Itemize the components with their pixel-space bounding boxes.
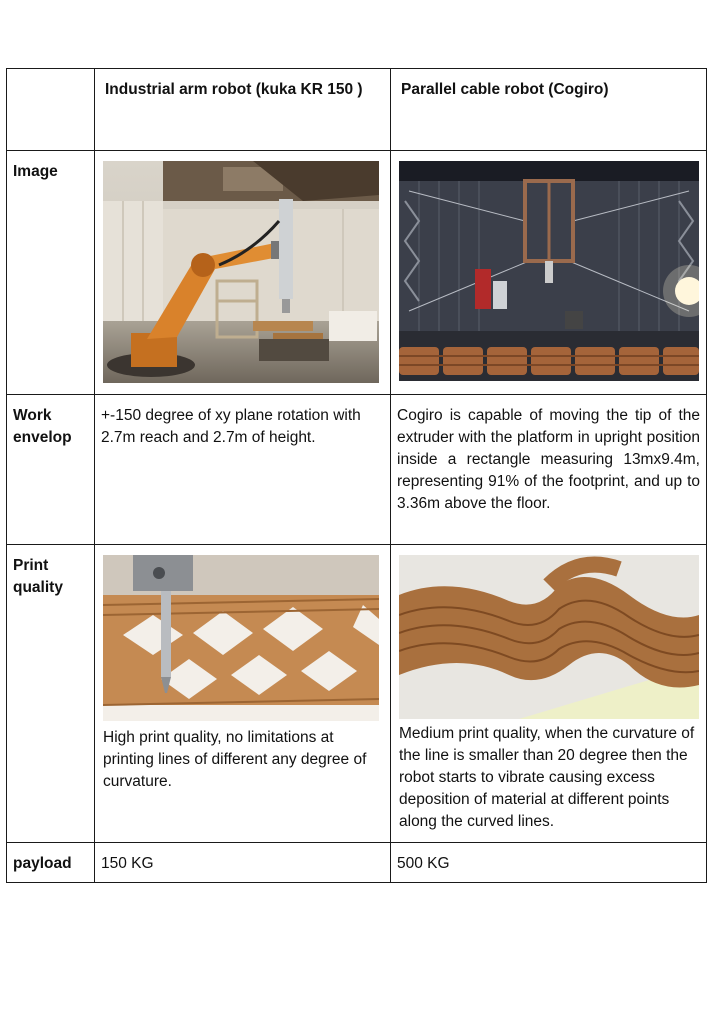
kuka-print-photo xyxy=(103,555,379,721)
cogiro-print-photo xyxy=(399,555,699,719)
header-row xyxy=(7,69,707,151)
header-kuka: Industrial arm robot (kuka KR 150 ) xyxy=(95,69,391,151)
work-envelop-row xyxy=(7,395,707,545)
cogiro-work-envelop: Cogiro is capable of moving the tip of the extruder with the platform in upright position inside a rectangle measuring 13mx9.4m, representing 91% of the footprint, and up to 3.36m above the floor. xyxy=(391,395,707,545)
kuka-work-envelop: +-150 degree of xy plane rotation with 2.7m reach and 2.7m of height. xyxy=(95,395,391,545)
cogiro-image-cell xyxy=(391,151,707,395)
header-cogiro: Parallel cable robot (Cogiro) xyxy=(391,69,707,151)
cogiro-print-quality-cell xyxy=(391,545,707,843)
image-row xyxy=(7,151,707,395)
row-label-payload: payload xyxy=(7,843,95,883)
kuka-print-quality-text: High print quality, no limitations at printing lines of different any degree of curvature. xyxy=(103,729,367,790)
header-empty-cell xyxy=(7,69,95,151)
kuka-print-quality-cell xyxy=(95,545,391,843)
row-label-work-envelop: Work envelop xyxy=(7,395,95,545)
cogiro-robot-photo xyxy=(399,161,699,381)
cogiro-print-quality-text: Medium print quality, when the curvature of the line is smaller than 20 degree then the robot starts to vibrate causing excess deposition of material at different points along the curved lines. xyxy=(399,725,695,830)
cogiro-payload: 500 KG xyxy=(391,843,707,883)
row-label-print-quality: Print quality xyxy=(7,545,95,843)
kuka-image-cell xyxy=(95,151,391,395)
comparison-table xyxy=(6,68,707,883)
print-quality-row xyxy=(7,545,707,843)
payload-row xyxy=(7,843,707,883)
kuka-robot-photo xyxy=(103,161,379,383)
kuka-payload: 150 KG xyxy=(95,843,391,883)
row-label-image: Image xyxy=(7,151,95,395)
